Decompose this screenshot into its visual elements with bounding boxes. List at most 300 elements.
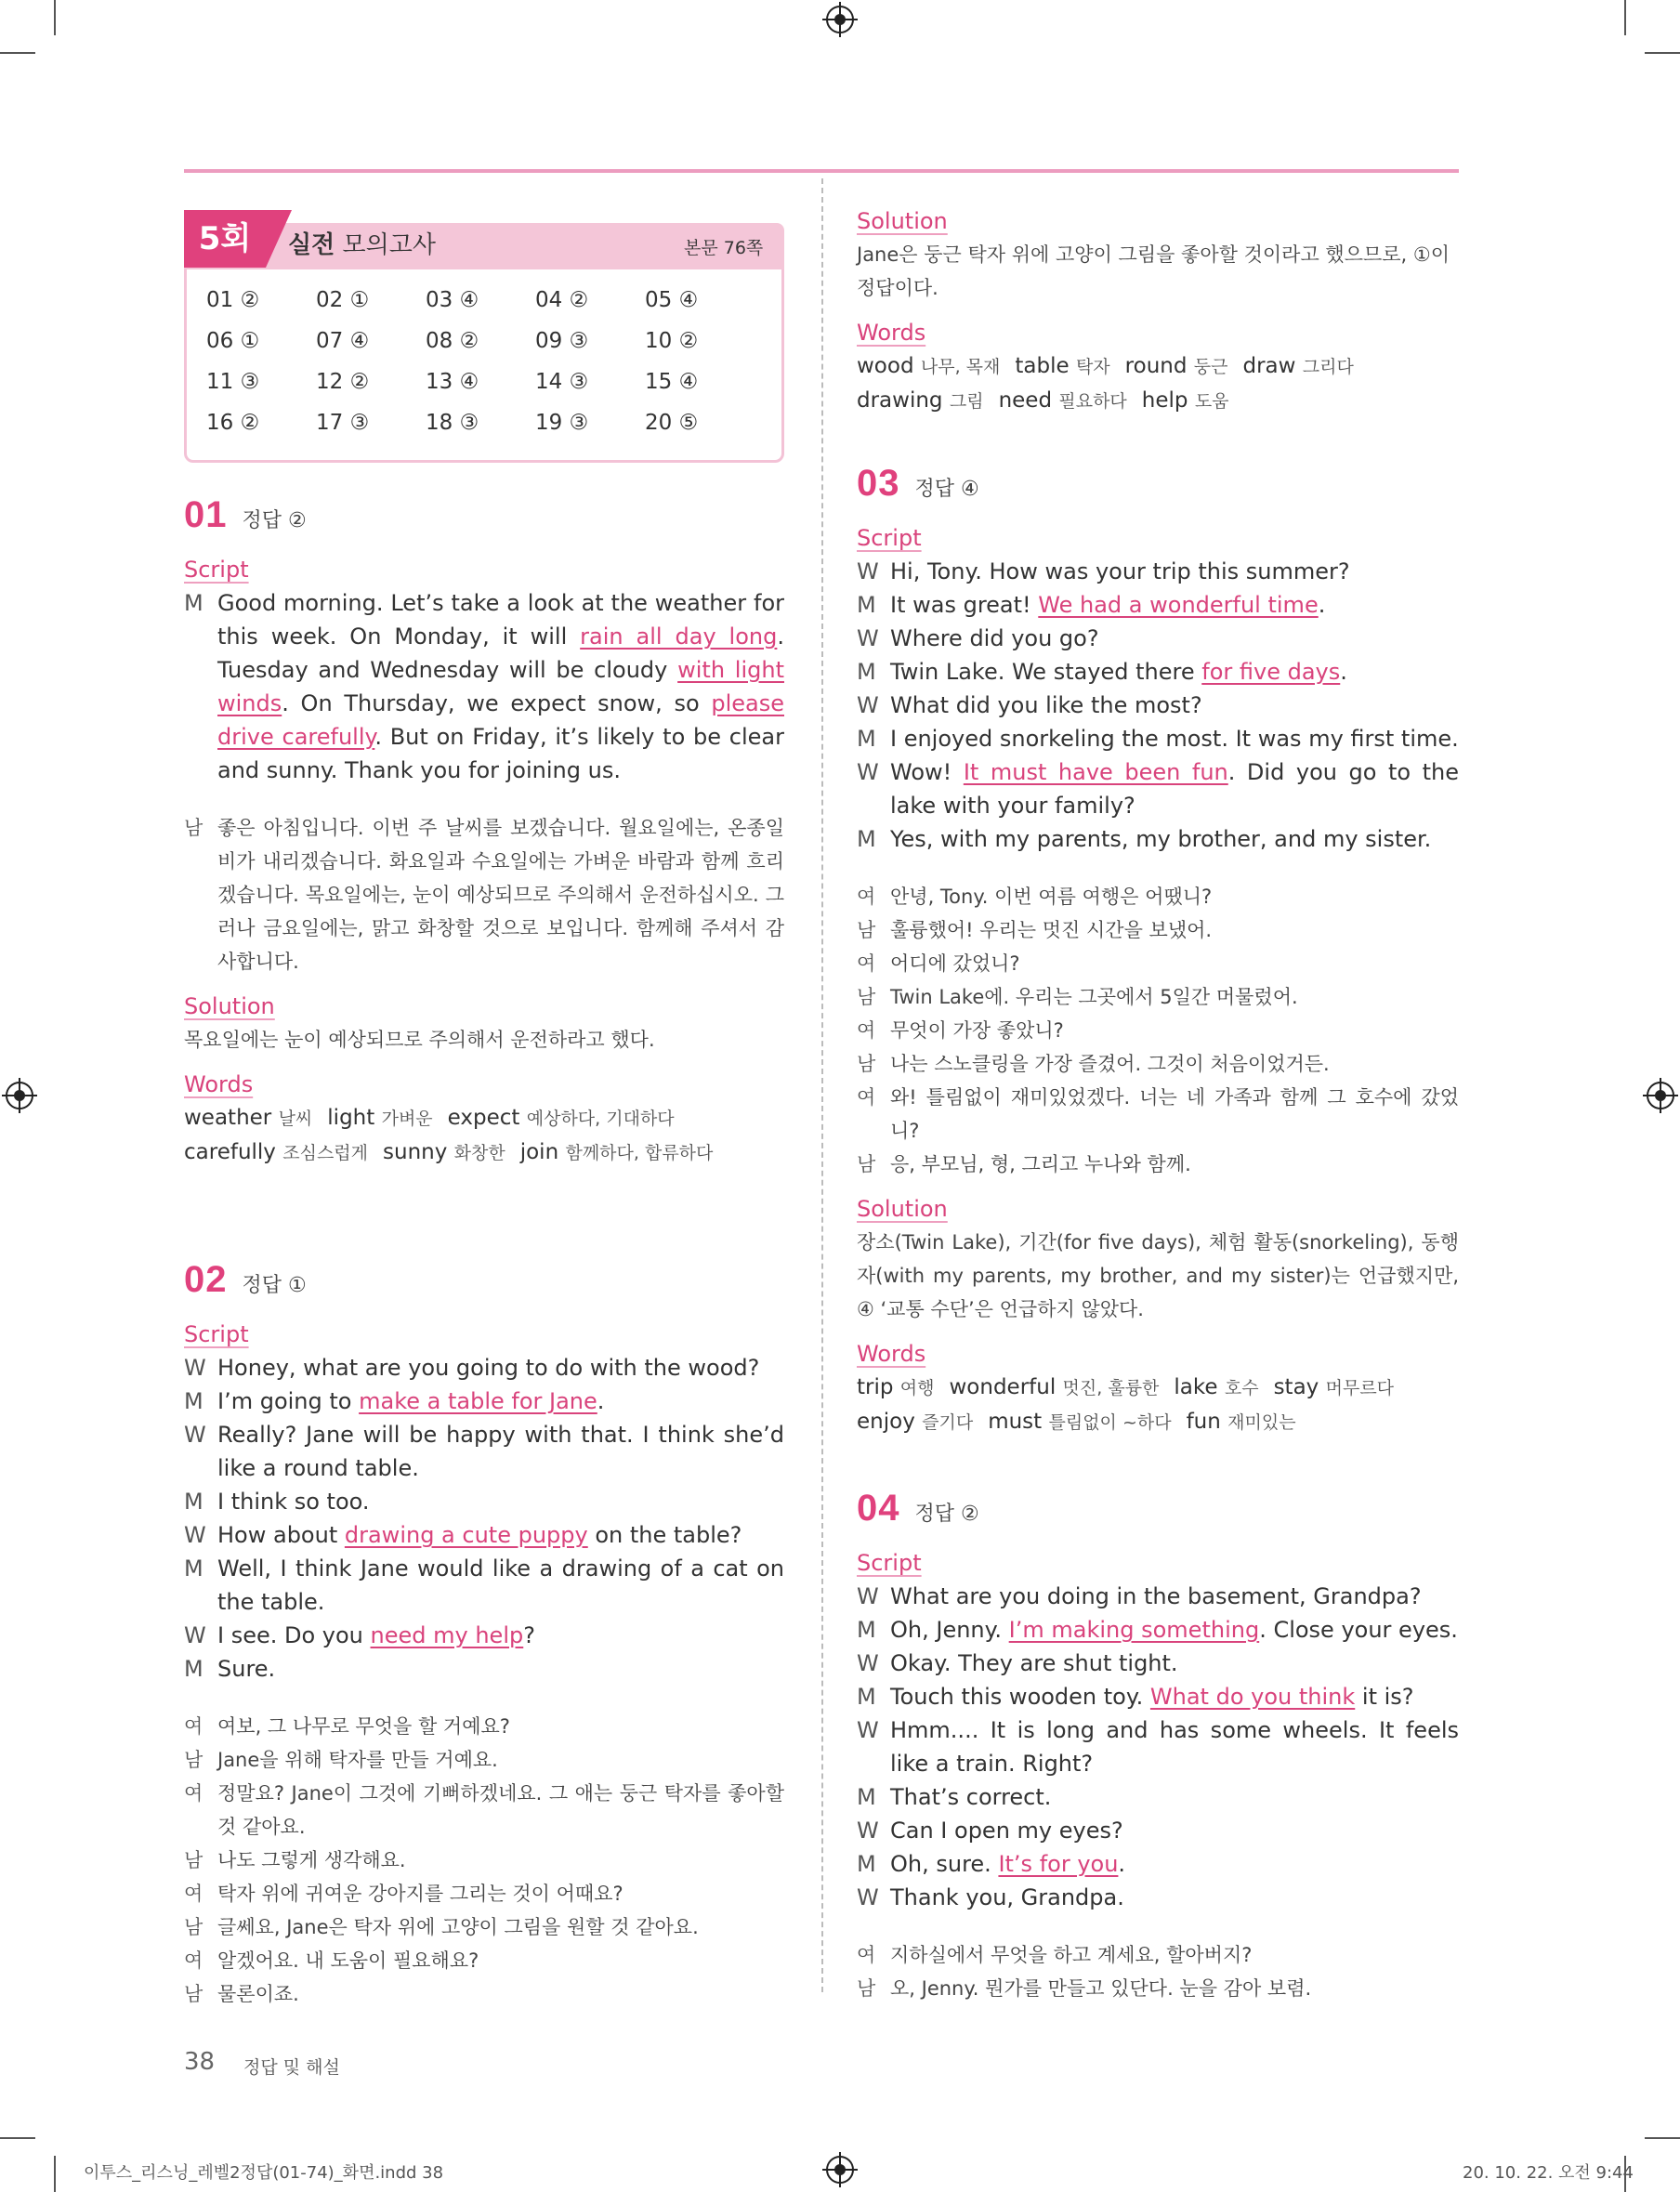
script-text [890,588,1459,622]
question-header [857,1488,1459,1531]
question-header [184,494,784,538]
words-row [857,349,1459,384]
answer-key-grid [206,286,755,437]
korean-line [184,1944,784,1977]
answer-key-item: 13 ④ [426,370,479,394]
script-text [890,1613,1459,1647]
speaker: 남 [184,817,203,839]
script-segment: . But on Friday, it’s likely to be clear and sunny. Thank you for joining us. [217,724,785,783]
script-segment: . [1118,1851,1126,1877]
speaker: 여 [184,1949,203,1972]
script-line [857,655,1459,689]
question-number: 02 [184,1259,228,1300]
answer-key-item: 06 ① [206,329,260,353]
korean-line [857,1972,1459,2005]
korean-line [184,1844,784,1877]
test-title [288,229,436,262]
answer-key-item: 03 ④ [426,288,479,312]
question-header [857,463,1459,506]
script-line [857,1847,1459,1881]
answer-key-item: 07 ④ [316,329,370,353]
word-korean: 탁자 [1075,357,1110,377]
speaker: 남 [184,1849,203,1871]
script-line [184,1552,784,1619]
korean-line [184,1710,784,1743]
slug-filename: 이투스_리스닝_레벨2정답(01-74)_화면.indd 38 [84,2163,444,2183]
korean-text: 응, 부모님, 형, 그리고 누나와 함께. [890,1153,1191,1175]
solution-label: Solution [857,208,948,234]
answer-key-item: 12 ② [316,370,370,394]
answer-key-item: 16 ② [206,411,260,435]
word-korean: 함께하다, 합류하다 [565,1143,714,1163]
word-korean: 둥근 [1193,357,1228,377]
script-line [184,1385,784,1418]
korean-line [857,1014,1459,1047]
speaker: W [857,558,879,584]
word-english: need [998,388,1053,413]
script-text [890,555,1459,588]
word-english: enjoy [857,1410,915,1434]
word-item [383,1140,505,1164]
word-english: stay [1273,1375,1319,1399]
script-segment: Twin Lake. We stayed there [890,659,1202,685]
right-column [857,204,1459,2005]
korean-text: 나도 그렇게 생각해요. [217,1849,406,1871]
speaker: W [857,759,879,785]
script-segment: . [597,1388,605,1414]
script-segment: ? [523,1622,535,1648]
script-segment: What did you like the most? [890,692,1202,718]
question-header [184,1259,784,1303]
words-row [857,1405,1459,1439]
registration-mark-icon [826,2156,854,2184]
answer-key-item: 15 ④ [645,370,699,394]
speaker: W [184,1622,206,1648]
script-segment: Wow! [890,759,964,785]
korean-text: 안녕, Tony. 이번 여름 여행은 어땠니? [890,886,1213,908]
slug-datetime: 20. 10. 22. 오전 9:44 [1463,2163,1634,2183]
words-row [184,1101,784,1135]
script-line [857,1881,1459,1914]
script-line [857,689,1459,722]
highlight: drawing a cute puppy [344,1522,588,1548]
answer-key-item: 19 ③ [535,411,589,435]
speaker: W [184,1522,206,1548]
question-number: 03 [857,463,900,504]
words-list [857,349,1459,418]
test-badge: 5회 [184,210,266,268]
word-english: weather [184,1106,272,1130]
word-item [520,1140,714,1164]
script-line [857,822,1459,856]
highlight: I’m making something [1008,1617,1260,1643]
word-english: light [327,1106,375,1130]
speaker: M [184,1656,203,1682]
word-english: trip [857,1375,894,1399]
highlight: for five days [1201,659,1341,685]
word-korean: 틀림없이 ~하다 [1048,1412,1172,1433]
solution-text: 장소(Twin Lake), 기간(for five days), 체험 활동(snorkeling), 동행자(with my parents, my brother, and my sister)는 언급했지만, ④ ‘교통 수단’은 언급하지 않았다. [857,1231,1459,1320]
word-english: drawing [857,388,943,413]
word-english: fun [1186,1410,1221,1434]
speaker: 남 [184,1749,203,1771]
word-english: help [1141,388,1188,413]
speaker: 남 [857,1153,876,1175]
highlight: make a table for Jane [359,1388,597,1414]
script-segment: I’m going to [217,1388,360,1414]
korean-line [857,913,1459,947]
question-number: 04 [857,1488,900,1529]
crop-mark [54,2156,56,2192]
script-line [857,1580,1459,1613]
speaker: M [857,1617,876,1643]
speaker: W [857,1650,879,1676]
script-text [890,722,1459,755]
korean-block [857,880,1459,1181]
word-item [857,1410,973,1434]
answer-key-item: 11 ③ [206,370,260,394]
speaker: W [184,1422,206,1448]
korean-line [857,980,1459,1014]
script-segment: it is? [1355,1684,1414,1710]
script-line [184,1518,784,1552]
word-korean: 예상하다, 기대하다 [526,1109,675,1129]
script-text [890,1713,1459,1780]
word-item [1125,354,1228,378]
word-english: table [1015,354,1070,378]
script-line [857,555,1459,588]
answer-key-item: 17 ③ [316,411,370,435]
test-title-rest: 모의고사 [335,231,436,259]
highlight: It must have been fun [963,759,1228,785]
script-text [217,1552,784,1619]
script-segment: . [1340,659,1347,685]
highlight: What do you think [1149,1684,1356,1710]
speaker: W [857,625,879,651]
word-korean: 호수 [1224,1378,1259,1398]
word-english: lake [1174,1375,1218,1399]
script-segment: Yes, with my parents, my brother, and my sister. [890,826,1432,852]
speaker: M [857,1684,876,1710]
script-text [890,822,1459,856]
script-block [857,1580,1459,1914]
script-text [217,1619,784,1652]
word-item [1187,1410,1296,1434]
word-item [857,388,984,413]
script-segment: . Tuesday and Wednesday will be cloudy [217,623,784,683]
word-item [448,1106,675,1130]
korean-text: 탁자 위에 귀여운 강아지를 그리는 것이 어때요? [217,1883,623,1905]
word-english: wonderful [949,1375,1057,1399]
korean-line [857,1938,1459,1972]
words-label: Words [857,320,926,346]
word-item [1274,1375,1394,1399]
highlight: with light winds [217,657,784,716]
script-line [184,1485,784,1518]
speaker: M [857,726,876,752]
script-line [857,1713,1459,1780]
script-text [890,1680,1459,1713]
script-segment: Well, I think Jane would like a drawing of a cat on the table. [217,1555,784,1615]
korean-block [857,1938,1459,2005]
korean-text: 와! 틀림없이 재미있었겠다. 너는 네 가족과 함께 그 호수에 갔었니? [890,1086,1459,1142]
speaker: M [857,826,876,852]
script-text [890,689,1459,722]
answer-key-item: 20 ⑤ [645,411,699,435]
script-text [890,755,1459,822]
speaker: M [184,1388,203,1414]
script-segment: on the table? [587,1522,742,1548]
question-answer: 정답 ② [242,509,307,532]
script-segment: Thank you, Grandpa. [890,1884,1124,1910]
speaker: 여 [857,1944,876,1966]
script-segment: Where did you go? [890,625,1099,651]
speaker: M [857,1784,876,1810]
speaker: 남 [857,986,876,1008]
word-korean: 나무, 목재 [920,357,1001,377]
script-segment: What are you doing in the basement, Grandpa? [890,1583,1422,1609]
column-divider [821,178,823,1992]
word-english: must [988,1410,1043,1434]
crop-mark [1645,2137,1680,2139]
words-list [857,1371,1459,1439]
script-text [890,1580,1459,1613]
crop-mark [1645,52,1680,54]
speaker: W [857,692,879,718]
script-line [857,588,1459,622]
korean-line [184,1743,784,1777]
word-english: carefully [184,1140,276,1164]
korean-line [857,1047,1459,1081]
script-segment: . Close your eyes. [1259,1617,1458,1643]
words-label: Words [857,1341,926,1367]
speaker: 여 [184,1883,203,1905]
script-text [890,1847,1459,1881]
word-item [184,1140,368,1164]
speaker: 여 [857,1019,876,1042]
speaker: M [184,1555,203,1582]
script-label: Script [857,1550,922,1576]
script-label: Script [857,525,922,551]
speaker: 여 [857,1086,876,1109]
script-text [217,1351,784,1385]
script-segment: I think so too. [217,1489,370,1515]
script-text [890,1647,1459,1680]
words-row [184,1135,784,1170]
script-line [857,1680,1459,1713]
korean-block [184,1710,784,2011]
word-korean: 머무르다 [1325,1378,1395,1398]
speaker: W [857,1818,879,1844]
solution-label: Solution [184,993,275,1019]
script-segment: Oh, Jenny. [890,1617,1009,1643]
script-segment: I see. Do you [217,1622,371,1648]
script-text [890,622,1459,655]
korean-text: 훌륭했어! 우리는 멋진 시간을 보냈어. [890,919,1213,941]
script-line [184,586,784,787]
korean-text: 정말요? Jane이 그것에 기뻐하겠네요. 그 애는 둥근 탁자를 좋아할 것 같아요. [217,1782,784,1838]
script-line [184,1351,784,1385]
script-line [857,1780,1459,1814]
korean-text: 물론이죠. [217,1983,299,2005]
script-text [890,1814,1459,1847]
word-korean: 즐기다 [922,1412,974,1433]
word-item [1142,388,1229,413]
solution-text: Jane은 둥근 탁자 위에 고양이 그림을 좋아할 것이라고 했으므로, ①이 정답이다. [857,243,1450,299]
word-english: join [519,1140,559,1164]
korean-text: 나는 스노클링을 가장 즐겼어. 그것이 처음이었거든. [890,1053,1330,1075]
words-list [184,1101,784,1170]
registration-mark-icon [826,6,854,33]
answer-key-item: 05 ④ [645,288,699,312]
korean-line [857,880,1459,913]
script-text [217,1518,784,1552]
script-segment: That’s correct. [890,1784,1052,1810]
korean-text: 글쎄요, Jane은 탁자 위에 고양이 그림을 원할 것 같아요. [217,1916,699,1938]
word-korean: 조심스럽게 [282,1143,369,1163]
speaker: M [184,590,203,616]
script-text [217,1418,784,1485]
speaker: M [184,1489,203,1515]
word-korean: 그리다 [1302,357,1354,377]
word-item [1174,1375,1258,1399]
word-item [988,1410,1171,1434]
word-item [1242,354,1353,378]
script-block [184,1351,784,1686]
speaker: W [857,1583,879,1609]
highlight: rain all day long [580,623,778,650]
korean-line [184,811,784,978]
word-korean: 멋진, 훌륭한 [1062,1378,1160,1398]
page-reference: 본문 76쪽 [684,238,764,258]
speaker: W [857,1884,879,1910]
script-line [184,1619,784,1652]
speaker: 여 [857,952,876,975]
korean-line [184,1977,784,2011]
speaker: 여 [184,1715,203,1738]
speaker: W [857,1717,879,1743]
word-item [1015,354,1109,378]
left-column [184,494,785,2011]
word-korean: 필요하다 [1058,391,1127,412]
script-line [184,1652,784,1686]
script-line [857,622,1459,655]
speaker: M [857,592,876,618]
answer-key-item: 18 ③ [426,411,479,435]
korean-text: 어디에 갔었니? [890,952,1020,975]
answer-key-item: 08 ② [426,329,479,353]
question-answer: 정답 ① [242,1274,307,1297]
script-segment: . [1318,592,1326,618]
answer-key-item: 09 ③ [535,329,589,353]
speaker: 여 [184,1782,203,1805]
registration-mark-icon [1647,1082,1674,1109]
script-segment: Good morning. Let’s take a look at the weather for this week. On Monday, it will [217,590,784,650]
script-line [857,1647,1459,1680]
korean-text: Jane을 위해 탁자를 만들 거예요. [217,1749,498,1771]
script-line [857,722,1459,755]
highlight: It’s for you [998,1851,1119,1877]
header-rule [184,169,1459,173]
korean-text: Twin Lake에. 우리는 그곳에서 5일간 머물렀어. [890,986,1298,1008]
script-segment: Hmm.... It is long and has some wheels. It feels like a train. Right? [890,1717,1459,1777]
script-segment: Okay. They are shut tight. [890,1650,1178,1676]
solution-text: 목요일에는 눈이 예상되므로 주의해서 운전하라고 했다. [184,1029,655,1051]
word-item [327,1106,432,1130]
solution-label: Solution [857,1196,948,1222]
words-row [857,1371,1459,1405]
script-segment: Hi, Tony. How was your trip this summer? [890,558,1350,584]
script-segment: . Did you go to the lake with your family? [890,759,1460,819]
word-item [950,1375,1160,1399]
word-item [184,1106,312,1130]
script-segment: It was great! [890,592,1039,618]
script-label: Script [184,1321,249,1347]
korean-text: 무엇이 가장 좋았니? [890,1019,1064,1042]
word-item [999,388,1127,413]
crop-mark [0,52,35,54]
word-korean: 재미있는 [1227,1412,1296,1433]
word-english: draw [1242,354,1296,378]
script-segment: Can I open my eyes? [890,1818,1123,1844]
page-number: 38 [184,2048,216,2076]
words-row [857,384,1459,418]
word-korean: 날씨 [278,1109,313,1129]
word-korean: 가벼운 [381,1109,433,1129]
script-segment: . On Thursday, we expect snow, so [282,690,712,716]
korean-line [184,1910,784,1944]
korean-text: 지하실에서 무엇을 하고 계세요, 할아버지? [890,1944,1253,1966]
script-segment: Touch this wooden toy. [890,1684,1150,1710]
speaker: M [857,1851,876,1877]
script-segment: Oh, sure. [890,1851,999,1877]
script-segment: Really? Jane will be happy with that. I think she’d like a round table. [217,1422,784,1481]
script-line [184,1418,784,1485]
test-title-bold: 실전 [288,231,335,259]
question-answer: 정답 ④ [914,478,979,501]
highlight: need my help [370,1622,524,1648]
korean-line [857,1148,1459,1181]
korean-text: 여보, 그 나무로 무엇을 할 거예요? [217,1715,510,1738]
script-text [217,1485,784,1518]
speaker: 남 [184,1916,203,1938]
question-answer: 정답 ② [914,1503,979,1526]
script-line [857,1613,1459,1647]
answer-key-item: 14 ③ [535,370,589,394]
korean-line [184,1877,784,1910]
highlight: please drive carefully [217,690,784,750]
korean-text: 알겠어요. 내 도움이 필요해요? [217,1949,479,1972]
script-text [217,1652,784,1686]
script-segment: Sure. [217,1656,276,1682]
answer-key-item: 02 ① [316,288,370,312]
word-korean: 도움 [1194,391,1229,412]
script-text [890,655,1459,689]
speaker: 남 [857,1977,876,2000]
korean-line [184,1777,784,1844]
speaker: 남 [857,1053,876,1075]
script-block [857,555,1459,856]
korean-text: 좋은 아침입니다. 이번 주 날씨를 보겠습니다. 월요일에는, 온종일 비가 내리겠습니다. 화요일과 수요일에는 가벼운 바람과 함께 흐리겠습니다. 목요일에는, 눈이 예상되므로 주의해서 운전하십시오. 그러나 금요일에는, 맑고 화창할 것으로 보입니다. 함께해 주셔서 감사합니다. [217,817,784,973]
script-line [857,755,1459,822]
speaker: 여 [857,886,876,908]
crop-mark [54,0,56,35]
script-text [890,1780,1459,1814]
answer-key-item: 10 ② [645,329,699,353]
word-korean: 여행 [899,1378,935,1398]
word-english: expect [447,1106,520,1130]
korean-text: 오, Jenny. 뭔가를 만들고 있단다. 눈을 감아 보렴. [890,1977,1312,2000]
